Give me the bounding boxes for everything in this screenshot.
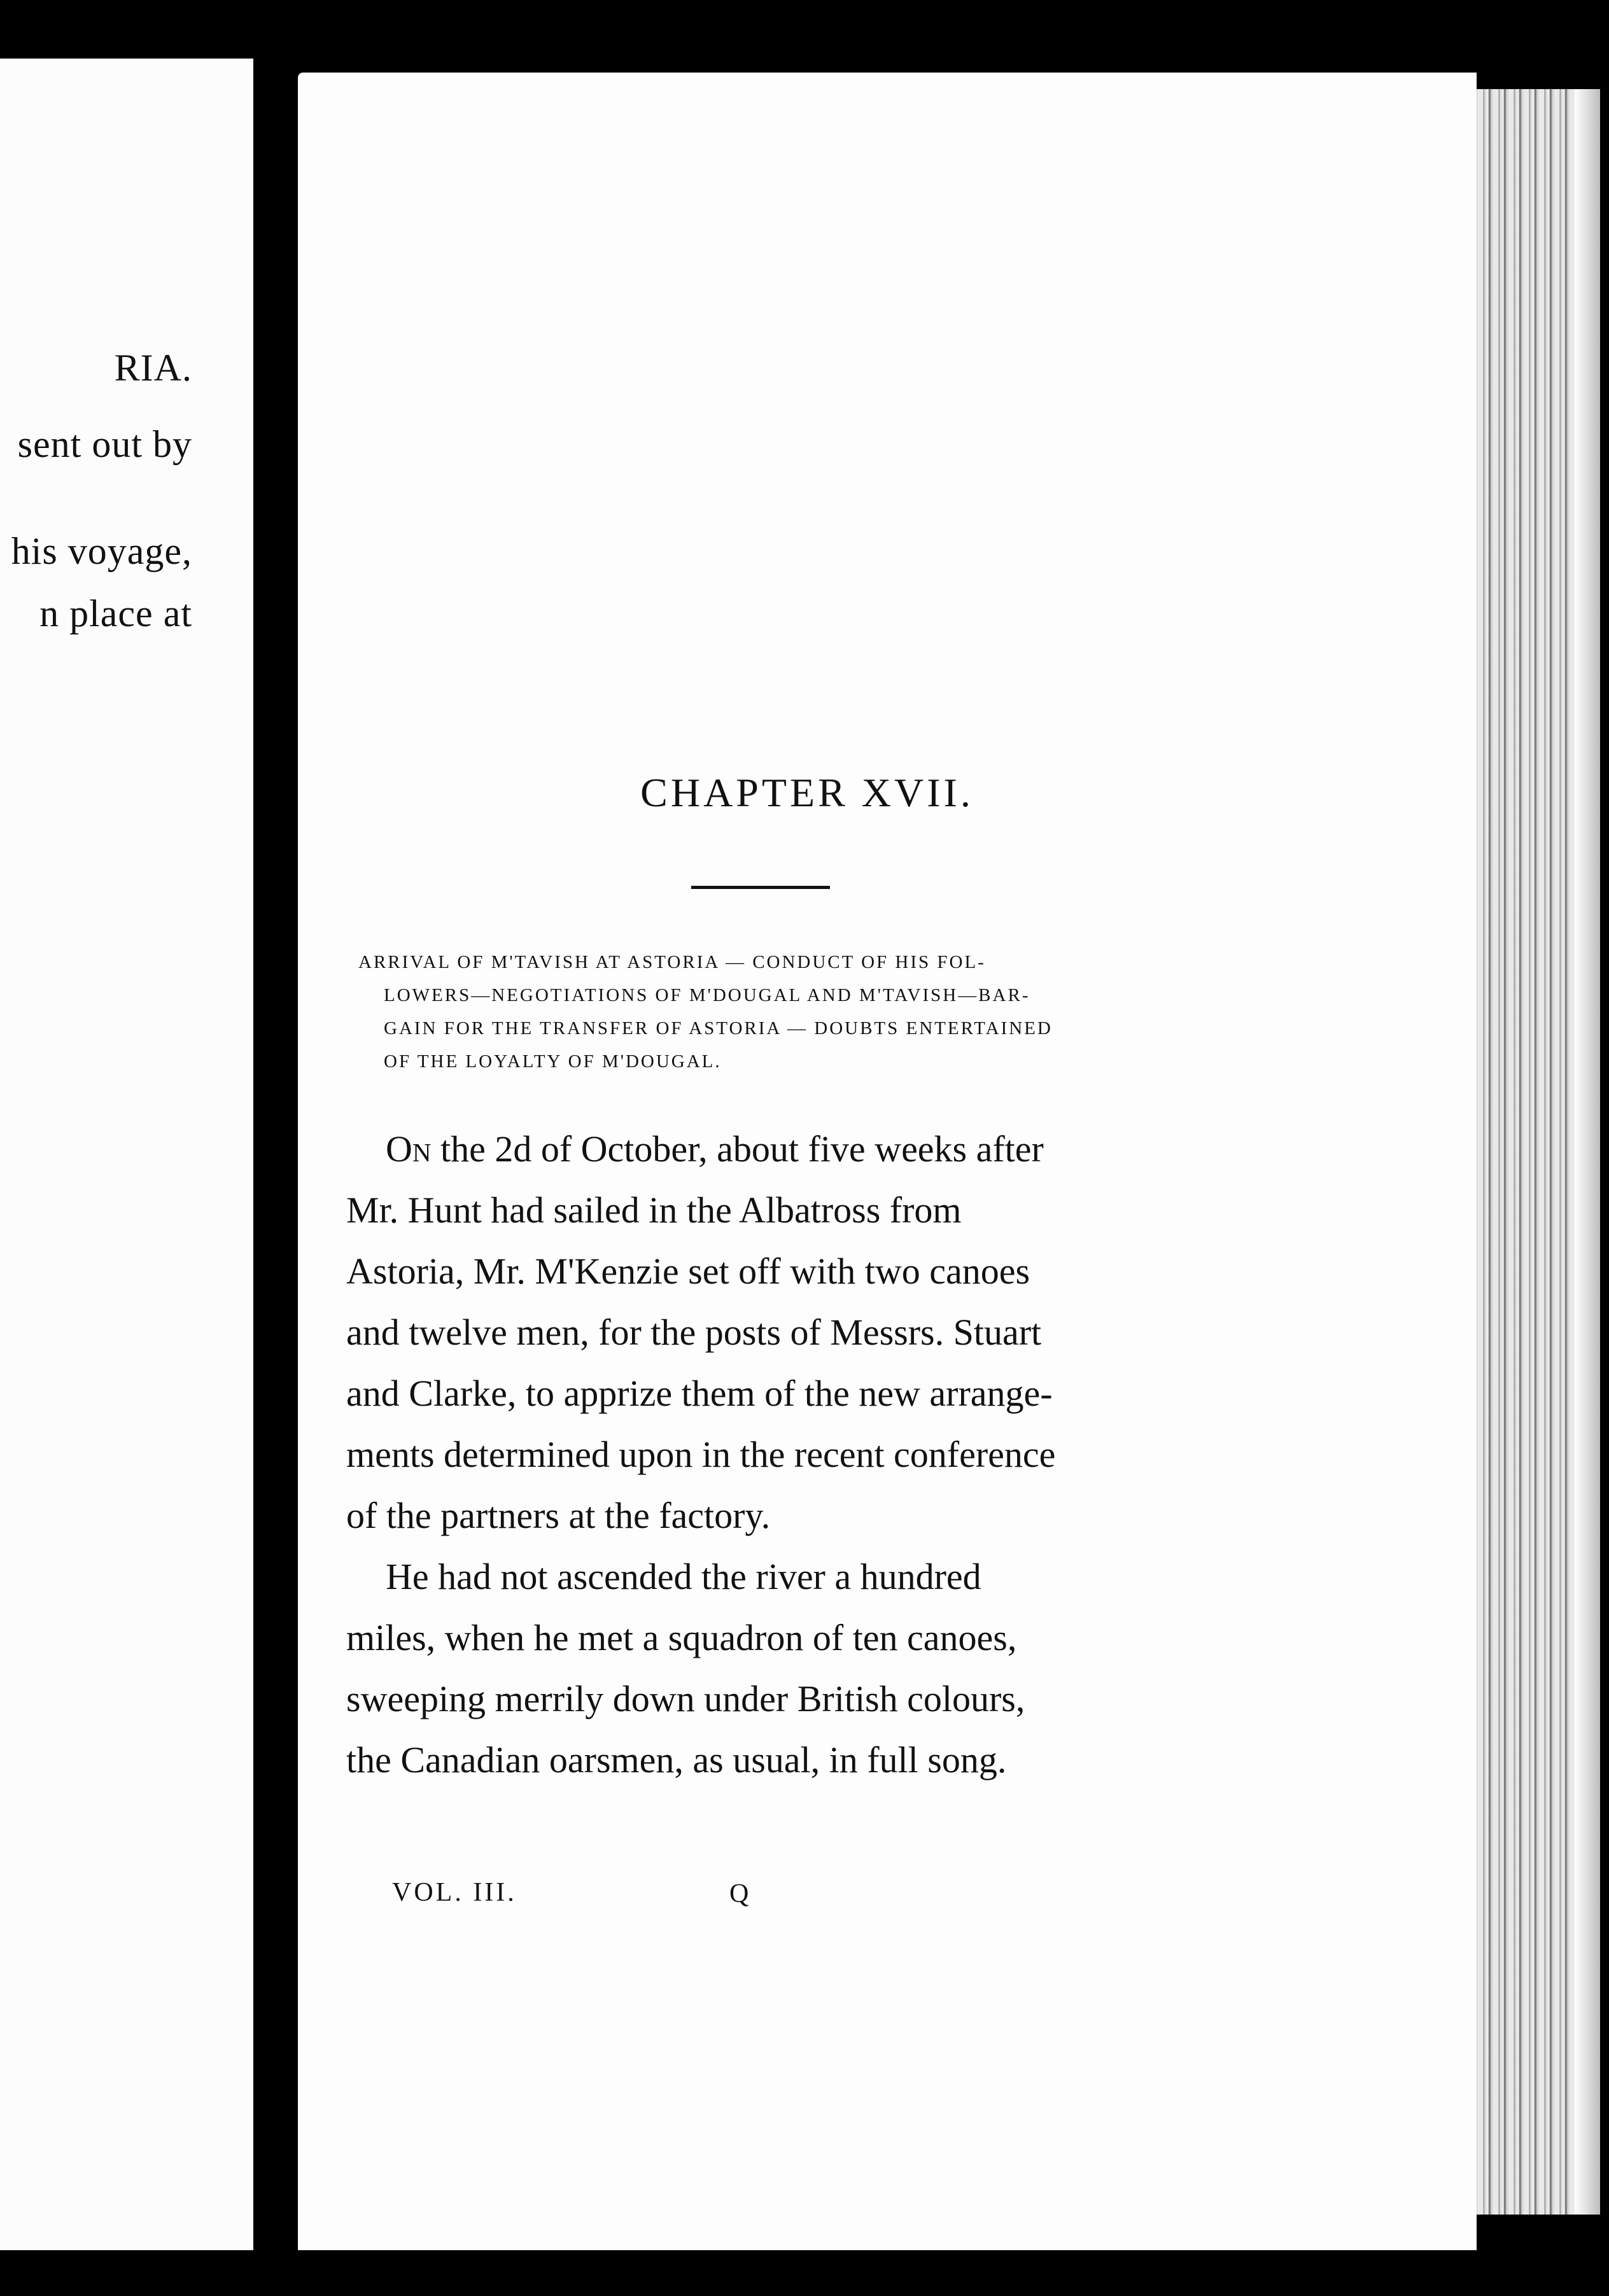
summary-line: LOWERS—NEGOTIATIONS OF M'DOUGAL AND M'TAVISH—BAR- bbox=[384, 985, 1030, 1005]
page-edges bbox=[1464, 89, 1600, 2215]
right-page bbox=[298, 73, 1477, 2250]
first-line-text: the 2d of October, about five weeks after bbox=[431, 1128, 1044, 1170]
title-rule bbox=[691, 886, 830, 889]
book-gutter bbox=[253, 0, 299, 2296]
paragraph-line: and Clarke, to apprize them of the new arrange- bbox=[346, 1373, 1053, 1414]
left-page-line: sent out by bbox=[17, 423, 192, 465]
summary-line: OF THE LOYALTY OF M'DOUGAL. bbox=[384, 1051, 722, 1072]
paragraph-line: ments determined upon in the recent conference bbox=[346, 1434, 1056, 1475]
left-page-line: n place at bbox=[39, 592, 192, 634]
chapter-title: CHAPTER XVII. bbox=[640, 770, 974, 815]
summary-line: GAIN FOR THE TRANSFER OF ASTORIA — DOUBTS ENTERTAINED bbox=[384, 1018, 1053, 1039]
paragraph-line: miles, when he met a squadron of ten canoes, bbox=[346, 1617, 1017, 1658]
paragraph-line: Astoria, Mr. M'Kenzie set off with two canoes bbox=[346, 1250, 1030, 1292]
left-page bbox=[0, 59, 253, 2250]
paragraph-line: Mr. Hunt had sailed in the Albatross from bbox=[346, 1189, 962, 1231]
paragraph-first-line bbox=[346, 1119, 1212, 1180]
drop-cap: On bbox=[386, 1128, 432, 1170]
left-page-line: RIA. bbox=[114, 347, 192, 389]
signature-mark: Q bbox=[729, 1879, 749, 1908]
paragraph-line: of the partners at the factory. bbox=[346, 1495, 771, 1536]
summary-line: ARRIVAL OF M'TAVISH AT ASTORIA — CONDUCT OF HIS FOL- bbox=[358, 952, 986, 972]
paragraph-line: the Canadian oarsmen, as usual, in full song. bbox=[346, 1739, 1007, 1781]
paragraph-line: and twelve men, for the posts of Messrs. Stuart bbox=[346, 1312, 1042, 1353]
volume-signature: VOL. III. bbox=[392, 1878, 517, 1907]
chapter-summary bbox=[358, 946, 1233, 1078]
paragraph-line: sweeping merrily down under British colours, bbox=[346, 1678, 1025, 1719]
body-text bbox=[346, 1119, 1212, 1791]
left-page-line: his voyage, bbox=[11, 530, 192, 572]
paragraph-line: He had not ascended the river a hundred bbox=[386, 1556, 981, 1597]
